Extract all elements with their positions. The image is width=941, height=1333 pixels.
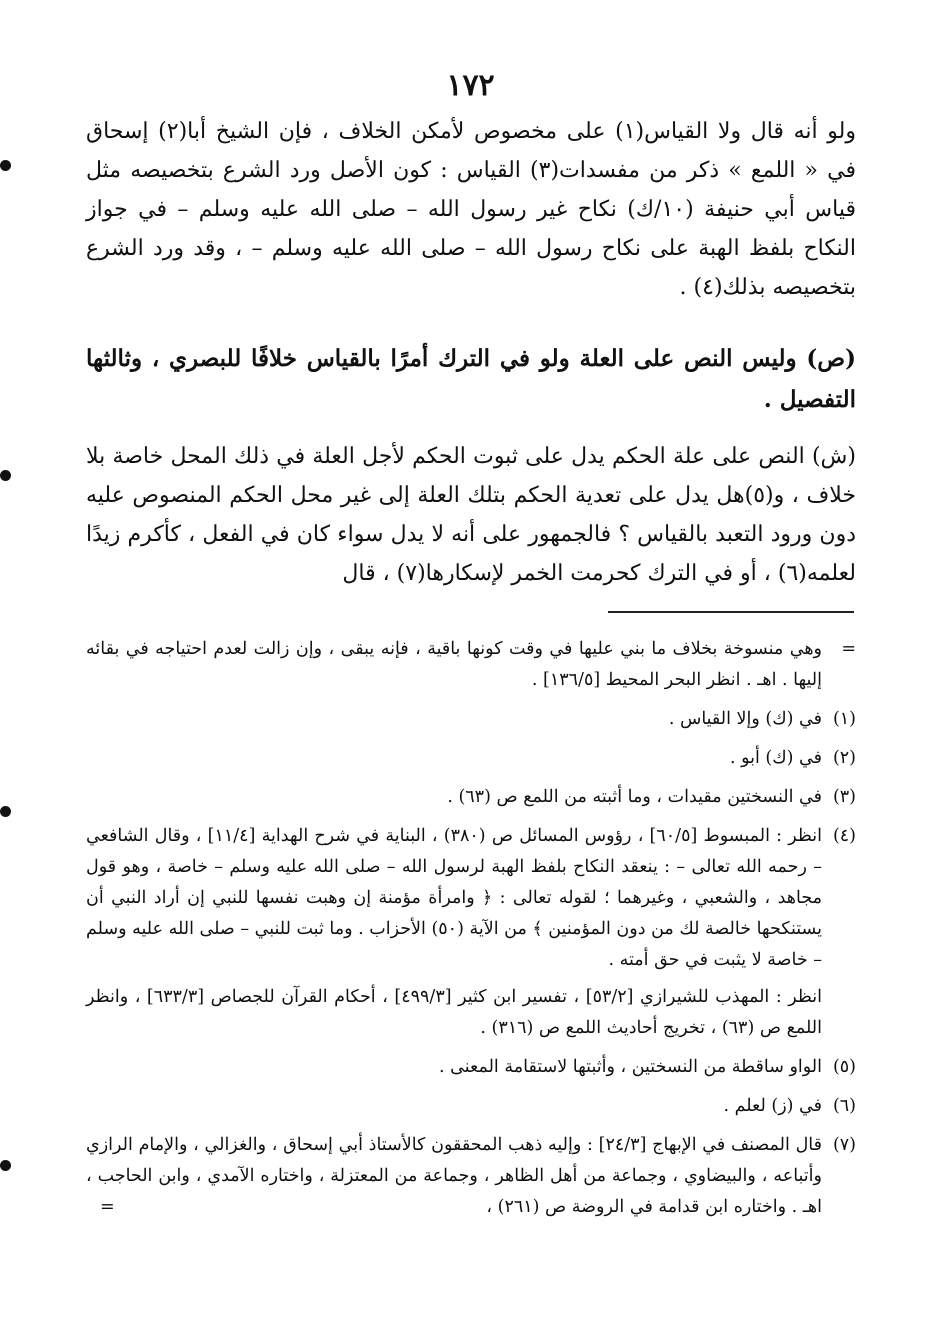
footnote-mark: (٦) (832, 1096, 856, 1116)
footnote-text: في (ك) وإلا القياس . (668, 709, 822, 729)
footnote-mark (822, 982, 856, 1044)
footnote-2 (86, 743, 856, 774)
scan-edge-mark (0, 806, 11, 817)
footnote-mark: (٣) (832, 787, 856, 807)
scan-edge-mark (0, 160, 11, 171)
footnote-1 (86, 704, 856, 735)
continuation-mark: = (100, 1197, 115, 1217)
paragraph-matn: (ص) وليس النص على العلة ولو في الترك أمرًا بالقياس خلافًا للبصري ، وثالثها التفصيل . (86, 345, 856, 413)
footnote-text-body: قال المصنف في الإبهاج [٢٤/٣] : وإليه ذهب المحققون كالأستاذ أبي إسحاق ، والغزالي ، والإمام الرازي وأتباعه ، والبيضاوي ، وجماعة من أهل الظاهر ، وجماعة من المعتزلة ، واختاره الآمدي ، وابن الحاجب ، اهـ . واختاره ابن قدامة في الروضة ص (٢٦١) ، (86, 1135, 822, 1217)
paragraph-commentary-2: (ش) النص على علة الحكم يدل على ثبوت الحكم لأجل العلة في ذلك المحل خاصة بلا خلاف ، و(٥)هل يدل على تعدية الحكم بتلك العلة إلى غير محل الحكم المنصوص عليه دون ورود التعبد بالقياس ؟ فالجمهور على أنه لا يدل سواء كان في الفعل ، كأكرم زيدًا لعلمه(٦) ، أو في الترك كحرمت الخمر لإسكارها(٧) ، قال (86, 444, 857, 586)
footnote-text: انظر : المبسوط [٦٠/٥] ، رؤوس المسائل ص (٣٨٠) ، البناية في شرح الهداية [١١/٤] ، وقال الشافعي – رحمه الله تعالى – : ينعقد النكاح بلفظ الهبة لرسول الله – صلى الله عليه وسلم – خاصة ، وهو قول مجاهد ، والشعبي ، وغيرهما ؛ لقوله تعالى : ﴿ وامرأة مؤمنة إن وهبت نفسها للنبي إن أراد النبي أن يستنكحها خالصة لك من دون المؤمنين ﴾ من الآية (٥٠) الأحزاب . وما ثبت للنبي – صلى الله عليه وسلم – خاصة لا يثبت في حق أمته . (86, 826, 822, 970)
scan-edge-mark (0, 1160, 11, 1171)
footnote-text: في النسختين مقيدات ، وما أثبته من اللمع ص (٦٣) . (447, 787, 822, 807)
footnote-text: في (ز) لعلم . (723, 1096, 822, 1116)
footnote-6 (86, 1091, 856, 1122)
footnote-7 (86, 1130, 856, 1223)
footnote-mark: (٥) (832, 1057, 856, 1077)
footnote-text: وهي منسوخة بخلاف ما بني عليها في وقت كونها باقية ، فإنه يبقى ، وإن زالت لعدم احتياجه في بقائه إليها . اهـ . انظر البحر المحيط [١٣٦/٥] . (86, 639, 822, 690)
scan-edge-mark (0, 470, 11, 481)
footnote-text: انظر : المهذب للشيرازي [٥٣/٢] ، تفسير ابن كثير [٤٩٩/٣] ، أحكام القرآن للجصاص [٦٣٣/٣] ، وانظر اللمع ص (٦٣) ، تخريج أحاديث اللمع ص (٣١٦) . (86, 987, 822, 1038)
footnote-5 (86, 1052, 856, 1083)
footnote-mark: (٢) (832, 748, 856, 768)
footnote-4-references (86, 982, 856, 1044)
footnote-text (86, 1130, 822, 1223)
footnotes (86, 634, 856, 1231)
footnote-text: في (ك) أبو . (729, 748, 822, 768)
page-number: ١٧٢ (446, 68, 495, 103)
footnote-text: الواو ساقطة من النسختين ، وأثبتها لاستقامة المعنى . (439, 1057, 822, 1077)
footnote-mark: = (841, 639, 856, 659)
footnote-mark: (٤) (832, 826, 856, 846)
paragraph-commentary-1: ولو أنه قال ولا القياس(١) على مخصوص لأمكن الخلاف ، فإن الشيخ أبا(٢) إسحاق في « اللمع » ذكر من مفسدات(٣) القياس : كون الأصل ورد الشرع بتخصيصه مثل قياس أبي حنيفة (١٠/ك) نكاح غير رسول الله – صلى الله عليه وسلم – في جواز النكاح بلفظ الهبة على نكاح رسول الله – صلى الله عليه وسلم – ، وقد ورد الشرع بتخصيصه بذلك(٤) . (86, 119, 857, 300)
footnote-divider (608, 611, 854, 613)
footnote-mark: (٧) (832, 1135, 856, 1155)
footnote-continued (86, 634, 856, 696)
footnote-mark: (١) (832, 709, 856, 729)
footnote-4 (86, 821, 856, 976)
footnote-3 (86, 782, 856, 813)
